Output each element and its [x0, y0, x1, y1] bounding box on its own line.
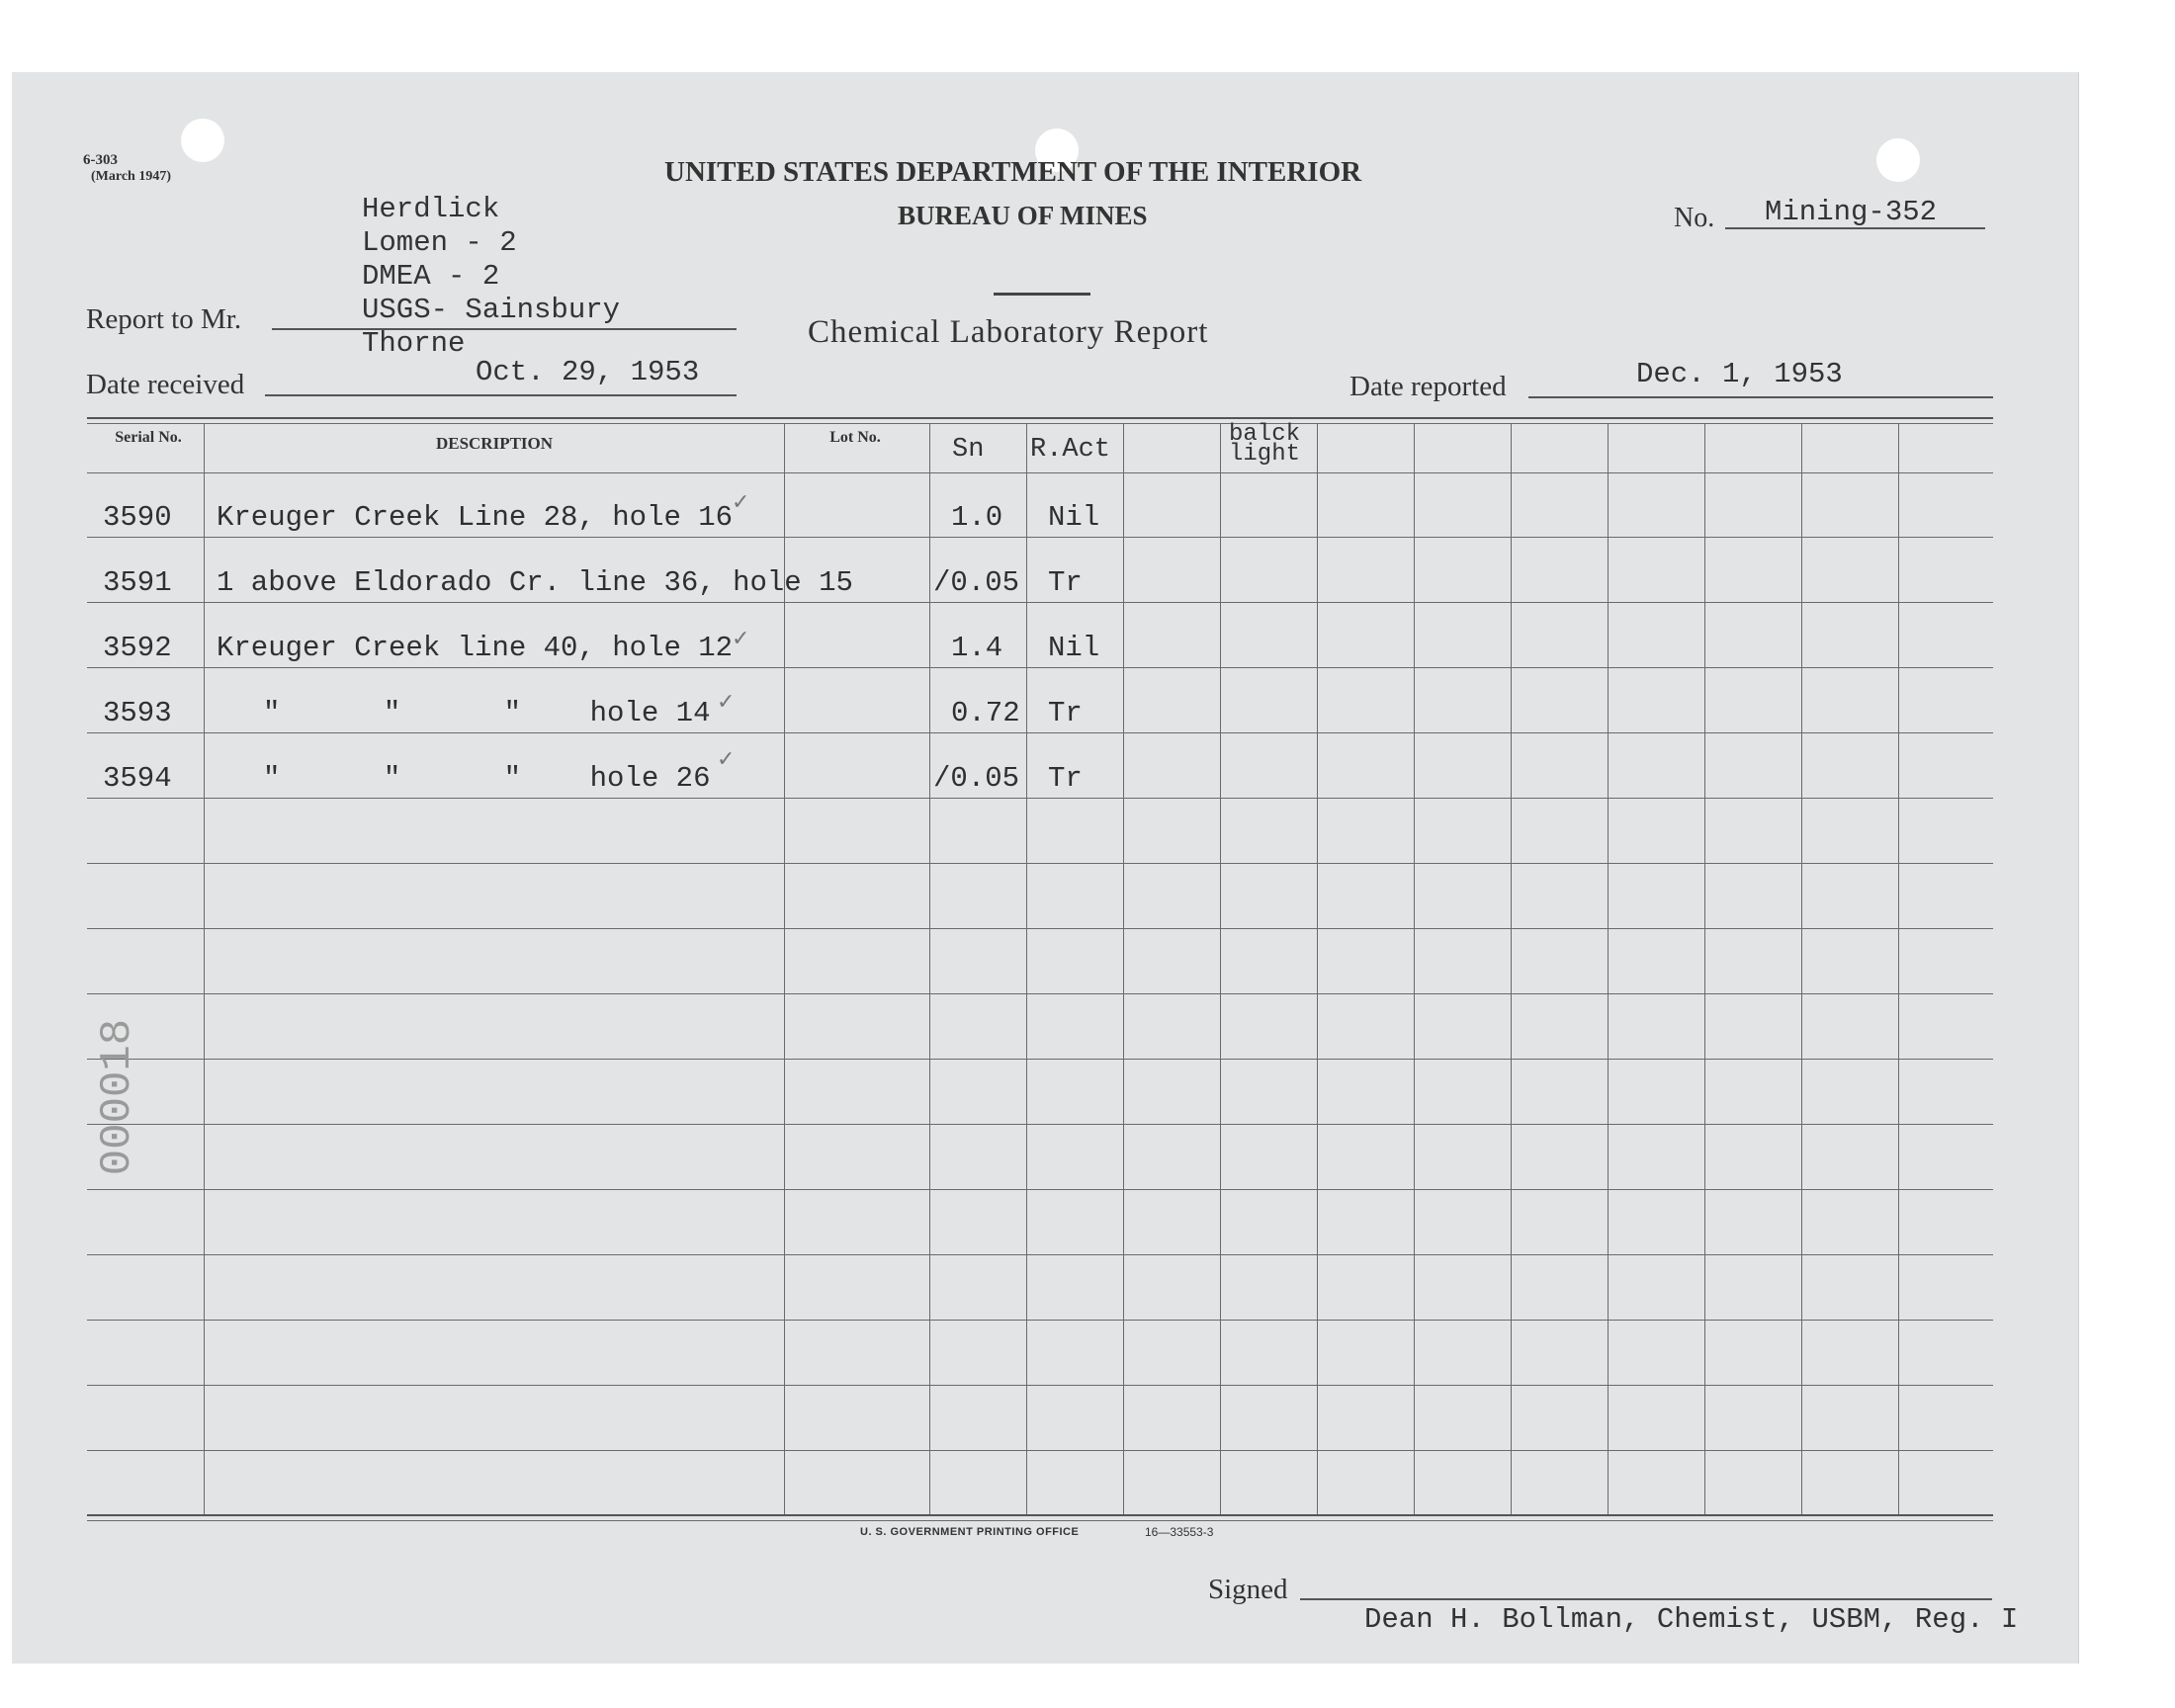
row-ract: Tr: [1048, 566, 1083, 599]
row-rule: [87, 1450, 1993, 1451]
row-rule: [87, 928, 1993, 929]
recipient: Thorne: [362, 327, 466, 360]
row-description: Kreuger Creek line 40, hole 12: [217, 632, 734, 664]
row-description: 1 above Eldorado Cr. line 36, hole 15: [217, 566, 853, 599]
heading-divider: [994, 293, 1090, 296]
row-description: " " " hole 14: [263, 697, 711, 729]
column-divider: [1511, 423, 1512, 1514]
row-serial: 3594: [103, 762, 172, 795]
row-rule: [87, 993, 1993, 994]
row-rule: [87, 1254, 1993, 1255]
column-divider: [929, 423, 930, 1514]
row-sn: /0.05: [933, 762, 1020, 795]
date-reported: Dec. 1, 1953: [1636, 358, 1843, 390]
signature: Dean H. Bollman, Chemist, USBM, Reg. I: [1364, 1603, 2019, 1636]
row-ract: Nil: [1048, 501, 1100, 534]
column-divider: [1801, 423, 1802, 1514]
row-rule: [87, 1059, 1993, 1060]
header-lot: Lot No.: [829, 429, 881, 446]
row-serial: 3593: [103, 697, 172, 729]
row-rule: [87, 602, 1993, 603]
row-sn: 0.72: [951, 697, 1020, 729]
header-description: DESCRIPTION: [435, 434, 554, 453]
date-received-label: Date received: [86, 369, 245, 400]
table-bottom-rule-inner: [87, 1520, 1993, 1521]
row-rule: [87, 732, 1993, 733]
row-sn: 1.4: [951, 632, 1003, 664]
form-number: 6-303: [83, 152, 118, 168]
table-top-rule: [87, 417, 1993, 419]
form-date: (March 1947): [91, 169, 171, 184]
row-rule: [87, 1189, 1993, 1190]
form-sheet: [12, 72, 2079, 1664]
department-heading: UNITED STATES DEPARTMENT OF THE INTERIOR: [664, 156, 1362, 188]
row-rule: [87, 1385, 1993, 1386]
row-ract: Tr: [1048, 762, 1083, 795]
check-mark: ✓: [732, 489, 750, 514]
row-ract: Nil: [1048, 632, 1100, 664]
header-row-rule: [87, 472, 1993, 473]
column-divider: [1704, 423, 1705, 1514]
row-serial: 3591: [103, 566, 172, 599]
column-divider: [1317, 423, 1318, 1514]
side-stamp: 000018: [93, 1018, 143, 1176]
column-divider: [1608, 423, 1609, 1514]
column-divider: [1414, 423, 1415, 1514]
column-divider: [1123, 423, 1124, 1514]
signature-line: [1300, 1598, 1992, 1600]
report-number-label: No.: [1674, 203, 1715, 233]
header-serial: Serial No.: [115, 429, 182, 446]
header-blacklight: balck light: [1229, 421, 1301, 468]
row-rule: [87, 798, 1993, 799]
recipient-list: [362, 193, 620, 361]
row-sn: /0.05: [933, 566, 1020, 599]
check-mark: ✓: [732, 626, 750, 650]
check-mark: ✓: [717, 746, 736, 771]
row-serial: 3592: [103, 632, 172, 664]
row-ract: Tr: [1048, 697, 1083, 729]
row-rule: [87, 537, 1993, 538]
signed-label: Signed: [1208, 1574, 1288, 1605]
column-divider: [1898, 423, 1899, 1514]
recipient: Herdlick: [362, 193, 500, 225]
row-rule: [87, 1124, 1993, 1125]
date-received: Oct. 29, 1953: [476, 356, 700, 388]
date-reported-label: Date reported: [1349, 371, 1507, 402]
recipient: Lomen - 2: [362, 226, 517, 259]
report-title: Chemical Laboratory Report: [808, 314, 1209, 350]
row-description: " " " hole 26: [263, 762, 711, 795]
column-divider: [1026, 423, 1027, 1514]
row-rule: [87, 1320, 1993, 1321]
bureau-heading: BUREAU OF MINES: [898, 201, 1148, 230]
row-serial: 3590: [103, 501, 172, 534]
printing-office: U. S. GOVERNMENT PRINTING OFFICE: [860, 1526, 1080, 1538]
punch-hole: [1876, 138, 1920, 182]
date-received-line: [265, 394, 737, 396]
recipient: DMEA - 2: [362, 260, 500, 293]
check-mark: ✓: [717, 689, 736, 714]
table-bottom-rule: [87, 1514, 1993, 1516]
header-sn: Sn: [952, 435, 985, 465]
table-top-rule-inner: [87, 423, 1993, 424]
punch-hole: [181, 119, 224, 162]
row-rule: [87, 667, 1993, 668]
row-description: Kreuger Creek Line 28, hole 16: [217, 501, 734, 534]
report-to-label: Report to Mr.: [86, 303, 242, 335]
row-rule: [87, 863, 1993, 864]
date-reported-line: [1528, 396, 1993, 398]
column-divider: [1220, 423, 1221, 1514]
printing-code: 16—33553-3: [1145, 1525, 1214, 1539]
report-number: Mining-352: [1765, 196, 1938, 228]
scan-margin: [2080, 0, 2175, 1708]
recipient: USGS- Sainsbury: [362, 294, 621, 326]
header-ract: R.Act: [1030, 435, 1111, 465]
column-divider: [204, 423, 205, 1514]
row-sn: 1.0: [951, 501, 1003, 534]
